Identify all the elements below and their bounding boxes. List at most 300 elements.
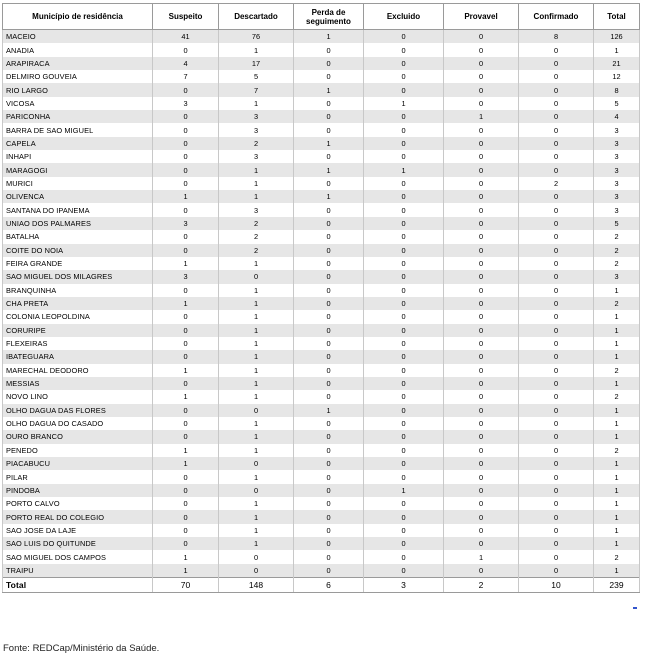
value-cell: 1	[219, 377, 294, 390]
value-cell: 0	[294, 564, 364, 578]
value-cell: 0	[519, 524, 594, 537]
value-cell: 0	[153, 123, 219, 136]
municipality-cell: PORTO CALVO	[3, 497, 153, 510]
value-cell: 5	[594, 97, 640, 110]
value-cell: 0	[294, 537, 364, 550]
table-row	[3, 110, 640, 123]
value-cell: 0	[294, 110, 364, 123]
value-cell: 1	[594, 497, 640, 510]
value-cell: 0	[444, 297, 519, 310]
table-row	[3, 230, 640, 243]
municipality-cell: PORTO REAL DO COLEGIO	[3, 510, 153, 523]
municipality-cell: OLHO DAGUA DAS FLORES	[3, 404, 153, 417]
value-cell: 0	[364, 430, 444, 443]
value-cell: 0	[294, 364, 364, 377]
value-cell: 12	[594, 70, 640, 83]
value-cell: 0	[364, 550, 444, 563]
value-cell: 1	[294, 83, 364, 96]
value-cell: 0	[153, 150, 219, 163]
value-cell: 0	[364, 244, 444, 257]
value-cell: 0	[153, 284, 219, 297]
value-cell: 0	[444, 377, 519, 390]
value-cell: 0	[294, 257, 364, 270]
value-cell: 0	[364, 457, 444, 470]
value-cell: 2	[594, 390, 640, 403]
value-cell: 2	[594, 550, 640, 563]
value-cell: 1	[219, 430, 294, 443]
value-cell: 0	[444, 43, 519, 56]
table-row	[3, 270, 640, 283]
value-cell: 1	[153, 257, 219, 270]
value-cell: 0	[444, 230, 519, 243]
table-row	[3, 484, 640, 497]
table-row	[3, 203, 640, 216]
value-cell: 1	[594, 524, 640, 537]
value-cell: 0	[153, 510, 219, 523]
value-cell: 0	[364, 510, 444, 523]
value-cell: 1	[294, 137, 364, 150]
value-cell: 0	[364, 230, 444, 243]
value-cell: 0	[444, 417, 519, 430]
value-cell: 8	[519, 30, 594, 44]
value-cell: 3	[594, 203, 640, 216]
source-note: Fonte: REDCap/Ministério da Saúde.	[3, 643, 160, 654]
value-cell: 0	[519, 57, 594, 70]
value-cell: 2	[594, 364, 640, 377]
value-cell: 0	[519, 110, 594, 123]
total-cell: 148	[219, 578, 294, 593]
table-row	[3, 244, 640, 257]
value-cell: 41	[153, 30, 219, 44]
municipality-cell: NOVO LINO	[3, 390, 153, 403]
value-cell: 0	[364, 190, 444, 203]
value-cell: 1	[219, 310, 294, 323]
value-cell: 1	[594, 457, 640, 470]
value-cell: 76	[219, 30, 294, 44]
value-cell: 0	[519, 97, 594, 110]
value-cell: 0	[364, 324, 444, 337]
value-cell: 2	[219, 244, 294, 257]
value-cell: 3	[153, 217, 219, 230]
value-cell: 0	[444, 430, 519, 443]
value-cell: 0	[294, 57, 364, 70]
value-cell: 0	[444, 524, 519, 537]
value-cell: 0	[519, 137, 594, 150]
value-cell: 0	[444, 457, 519, 470]
value-cell: 0	[153, 470, 219, 483]
total-cell: 70	[153, 578, 219, 593]
value-cell: 0	[444, 284, 519, 297]
value-cell: 1	[219, 444, 294, 457]
header-cell: Descartado	[219, 4, 294, 30]
value-cell: 2	[219, 230, 294, 243]
table-row	[3, 163, 640, 176]
value-cell: 0	[294, 470, 364, 483]
header-cell: Município de residência	[3, 4, 153, 30]
table-row	[3, 123, 640, 136]
table-row	[3, 417, 640, 430]
value-cell: 1	[219, 163, 294, 176]
value-cell: 0	[519, 564, 594, 578]
value-cell: 0	[444, 564, 519, 578]
value-cell: 0	[153, 337, 219, 350]
value-cell: 0	[364, 137, 444, 150]
value-cell: 1	[594, 337, 640, 350]
value-cell: 0	[444, 217, 519, 230]
value-cell: 7	[153, 70, 219, 83]
value-cell: 0	[364, 310, 444, 323]
table-row	[3, 150, 640, 163]
value-cell: 0	[444, 364, 519, 377]
total-cell: 10	[519, 578, 594, 593]
value-cell: 0	[294, 337, 364, 350]
value-cell: 0	[519, 203, 594, 216]
table-row	[3, 337, 640, 350]
value-cell: 0	[219, 270, 294, 283]
value-cell: 1	[219, 417, 294, 430]
value-cell: 2	[594, 244, 640, 257]
value-cell: 0	[444, 537, 519, 550]
municipality-cell: SANTANA DO IPANEMA	[3, 203, 153, 216]
value-cell: 3	[594, 270, 640, 283]
value-cell: 0	[364, 524, 444, 537]
total-row	[3, 578, 640, 593]
value-cell: 1	[294, 30, 364, 44]
value-cell: 1	[594, 417, 640, 430]
value-cell: 0	[519, 43, 594, 56]
value-cell: 1	[594, 284, 640, 297]
value-cell: 21	[594, 57, 640, 70]
value-cell: 0	[153, 417, 219, 430]
municipality-cell: ANADIA	[3, 43, 153, 56]
value-cell: 1	[294, 404, 364, 417]
value-cell: 3	[594, 177, 640, 190]
municipality-cell: MARAGOGI	[3, 163, 153, 176]
municipality-cell: ARAPIRACA	[3, 57, 153, 70]
value-cell: 0	[444, 444, 519, 457]
value-cell: 0	[364, 537, 444, 550]
value-cell: 2	[594, 444, 640, 457]
total-cell: 6	[294, 578, 364, 593]
table-row	[3, 284, 640, 297]
value-cell: 0	[153, 484, 219, 497]
value-cell: 0	[364, 497, 444, 510]
value-cell: 2	[594, 257, 640, 270]
municipality-cell: OLIVENCA	[3, 190, 153, 203]
value-cell: 0	[153, 203, 219, 216]
value-cell: 0	[364, 257, 444, 270]
value-cell: 0	[219, 564, 294, 578]
value-cell: 0	[519, 83, 594, 96]
value-cell: 8	[594, 83, 640, 96]
municipality-cell: SAO MIGUEL DOS MILAGRES	[3, 270, 153, 283]
value-cell: 0	[444, 97, 519, 110]
table-row	[3, 137, 640, 150]
value-cell: 0	[294, 484, 364, 497]
value-cell: 3	[219, 203, 294, 216]
value-cell: 0	[519, 70, 594, 83]
header-cell: Perda de seguimento	[294, 4, 364, 30]
value-cell: 0	[364, 377, 444, 390]
value-cell: 0	[444, 390, 519, 403]
municipality-cell: MURICI	[3, 177, 153, 190]
value-cell: 0	[519, 550, 594, 563]
value-cell: 0	[444, 484, 519, 497]
table-row	[3, 57, 640, 70]
value-cell: 0	[519, 324, 594, 337]
value-cell: 1	[444, 550, 519, 563]
municipality-cell: IBATEGUARA	[3, 350, 153, 363]
value-cell: 0	[153, 43, 219, 56]
value-cell: 1	[153, 457, 219, 470]
municipality-cell: UNIAO DOS PALMARES	[3, 217, 153, 230]
header-cell: Confirmado	[519, 4, 594, 30]
municipality-cell: CAPELA	[3, 137, 153, 150]
value-cell: 3	[594, 123, 640, 136]
value-cell: 0	[444, 203, 519, 216]
municipality-cell: MESSIAS	[3, 377, 153, 390]
value-cell: 1	[364, 484, 444, 497]
table-row	[3, 430, 640, 443]
header-cell: Excluido	[364, 4, 444, 30]
municipality-cell: INHAPI	[3, 150, 153, 163]
table-row	[3, 404, 640, 417]
value-cell: 0	[519, 270, 594, 283]
value-cell: 0	[519, 284, 594, 297]
value-cell: 0	[153, 244, 219, 257]
value-cell: 1	[594, 404, 640, 417]
value-cell: 0	[444, 404, 519, 417]
value-cell: 0	[219, 457, 294, 470]
value-cell: 0	[519, 417, 594, 430]
value-cell: 0	[364, 417, 444, 430]
value-cell: 17	[219, 57, 294, 70]
value-cell: 0	[519, 230, 594, 243]
value-cell: 0	[153, 430, 219, 443]
value-cell: 0	[364, 337, 444, 350]
value-cell: 1	[153, 364, 219, 377]
value-cell: 0	[294, 284, 364, 297]
value-cell: 1	[219, 337, 294, 350]
value-cell: 0	[294, 97, 364, 110]
value-cell: 0	[444, 70, 519, 83]
value-cell: 0	[294, 123, 364, 136]
value-cell: 1	[294, 163, 364, 176]
value-cell: 2	[519, 177, 594, 190]
value-cell: 1	[153, 390, 219, 403]
value-cell: 0	[519, 150, 594, 163]
value-cell: 0	[444, 497, 519, 510]
value-cell: 0	[519, 457, 594, 470]
value-cell: 0	[294, 310, 364, 323]
value-cell: 3	[594, 150, 640, 163]
municipality-cell: COITE DO NOIA	[3, 244, 153, 257]
value-cell: 1	[594, 484, 640, 497]
municipality-cell: PILAR	[3, 470, 153, 483]
municipality-cell: BARRA DE SAO MIGUEL	[3, 123, 153, 136]
value-cell: 2	[219, 217, 294, 230]
value-cell: 0	[364, 270, 444, 283]
table-row	[3, 550, 640, 563]
municipality-cell: PINDOBA	[3, 484, 153, 497]
value-cell: 1	[444, 110, 519, 123]
value-cell: 126	[594, 30, 640, 44]
value-cell: 1	[153, 564, 219, 578]
total-cell: 2	[444, 578, 519, 593]
value-cell: 0	[444, 150, 519, 163]
value-cell: 0	[364, 564, 444, 578]
value-cell: 1	[219, 324, 294, 337]
table-row	[3, 324, 640, 337]
value-cell: 0	[219, 550, 294, 563]
value-cell: 0	[294, 177, 364, 190]
value-cell: 0	[153, 497, 219, 510]
value-cell: 0	[364, 70, 444, 83]
value-cell: 0	[294, 270, 364, 283]
cases-table	[2, 3, 640, 593]
value-cell: 1	[364, 97, 444, 110]
table-row	[3, 43, 640, 56]
value-cell: 0	[364, 350, 444, 363]
municipality-cell: OURO BRANCO	[3, 430, 153, 443]
municipality-cell: DELMIRO GOUVEIA	[3, 70, 153, 83]
value-cell: 0	[294, 203, 364, 216]
municipality-cell: MARECHAL DEODORO	[3, 364, 153, 377]
municipality-cell: BATALHA	[3, 230, 153, 243]
value-cell: 0	[519, 510, 594, 523]
table-row	[3, 564, 640, 578]
value-cell: 1	[219, 510, 294, 523]
value-cell: 0	[294, 510, 364, 523]
value-cell: 0	[519, 244, 594, 257]
value-cell: 0	[153, 524, 219, 537]
value-cell: 0	[444, 350, 519, 363]
value-cell: 0	[294, 297, 364, 310]
header-cell: Suspeito	[153, 4, 219, 30]
table-row	[3, 30, 640, 44]
value-cell: 0	[519, 257, 594, 270]
value-cell: 0	[364, 110, 444, 123]
value-cell: 0	[294, 350, 364, 363]
value-cell: 3	[594, 190, 640, 203]
value-cell: 2	[594, 230, 640, 243]
value-cell: 0	[294, 457, 364, 470]
value-cell: 5	[219, 70, 294, 83]
municipality-cell: VICOSA	[3, 97, 153, 110]
header-cell: Provavel	[444, 4, 519, 30]
table-row	[3, 390, 640, 403]
municipality-cell: SAO JOSE DA LAJE	[3, 524, 153, 537]
value-cell: 1	[153, 190, 219, 203]
value-cell: 0	[294, 244, 364, 257]
value-cell: 0	[444, 57, 519, 70]
value-cell: 0	[153, 310, 219, 323]
value-cell: 0	[364, 83, 444, 96]
value-cell: 1	[219, 297, 294, 310]
value-cell: 0	[519, 377, 594, 390]
value-cell: 0	[294, 524, 364, 537]
table-row	[3, 217, 640, 230]
value-cell: 1	[364, 163, 444, 176]
value-cell: 0	[444, 270, 519, 283]
municipality-cell: COLONIA LEOPOLDINA	[3, 310, 153, 323]
value-cell: 5	[594, 217, 640, 230]
table-row	[3, 497, 640, 510]
value-cell: 0	[294, 43, 364, 56]
corner-mark	[633, 607, 637, 609]
value-cell: 0	[519, 497, 594, 510]
value-cell: 0	[519, 430, 594, 443]
value-cell: 0	[294, 230, 364, 243]
value-cell: 0	[444, 137, 519, 150]
value-cell: 0	[153, 537, 219, 550]
value-cell: 1	[594, 470, 640, 483]
table-row	[3, 83, 640, 96]
value-cell: 3	[594, 163, 640, 176]
value-cell: 3	[219, 123, 294, 136]
value-cell: 1	[219, 350, 294, 363]
value-cell: 0	[444, 310, 519, 323]
municipality-cell: FEIRA GRANDE	[3, 257, 153, 270]
value-cell: 1	[219, 524, 294, 537]
table-row	[3, 510, 640, 523]
table-row	[3, 457, 640, 470]
value-cell: 3	[153, 270, 219, 283]
value-cell: 0	[153, 177, 219, 190]
value-cell: 1	[594, 510, 640, 523]
municipality-cell: PENEDO	[3, 444, 153, 457]
value-cell: 0	[364, 150, 444, 163]
value-cell: 0	[519, 537, 594, 550]
value-cell: 1	[594, 310, 640, 323]
value-cell: 0	[364, 203, 444, 216]
value-cell: 0	[364, 177, 444, 190]
value-cell: 1	[594, 350, 640, 363]
value-cell: 0	[294, 324, 364, 337]
value-cell: 0	[364, 43, 444, 56]
value-cell: 0	[294, 217, 364, 230]
table-row	[3, 537, 640, 550]
value-cell: 0	[519, 444, 594, 457]
value-cell: 0	[444, 244, 519, 257]
value-cell: 0	[519, 404, 594, 417]
table-row	[3, 97, 640, 110]
table-row	[3, 444, 640, 457]
value-cell: 0	[444, 177, 519, 190]
total-cell: 3	[364, 578, 444, 593]
value-cell: 1	[219, 497, 294, 510]
value-cell: 0	[519, 390, 594, 403]
table-row	[3, 350, 640, 363]
value-cell: 3	[594, 137, 640, 150]
table-row	[3, 257, 640, 270]
value-cell: 0	[519, 337, 594, 350]
value-cell: 0	[444, 83, 519, 96]
value-cell: 0	[153, 163, 219, 176]
table-row	[3, 377, 640, 390]
value-cell: 4	[594, 110, 640, 123]
value-cell: 1	[219, 97, 294, 110]
value-cell: 0	[364, 444, 444, 457]
value-cell: 3	[219, 150, 294, 163]
value-cell: 1	[594, 564, 640, 578]
value-cell: 0	[519, 123, 594, 136]
table-container	[2, 3, 639, 593]
municipality-cell: BRANQUINHA	[3, 284, 153, 297]
value-cell: 1	[594, 43, 640, 56]
municipality-cell: PIACABUCU	[3, 457, 153, 470]
municipality-cell: FLEXEIRAS	[3, 337, 153, 350]
